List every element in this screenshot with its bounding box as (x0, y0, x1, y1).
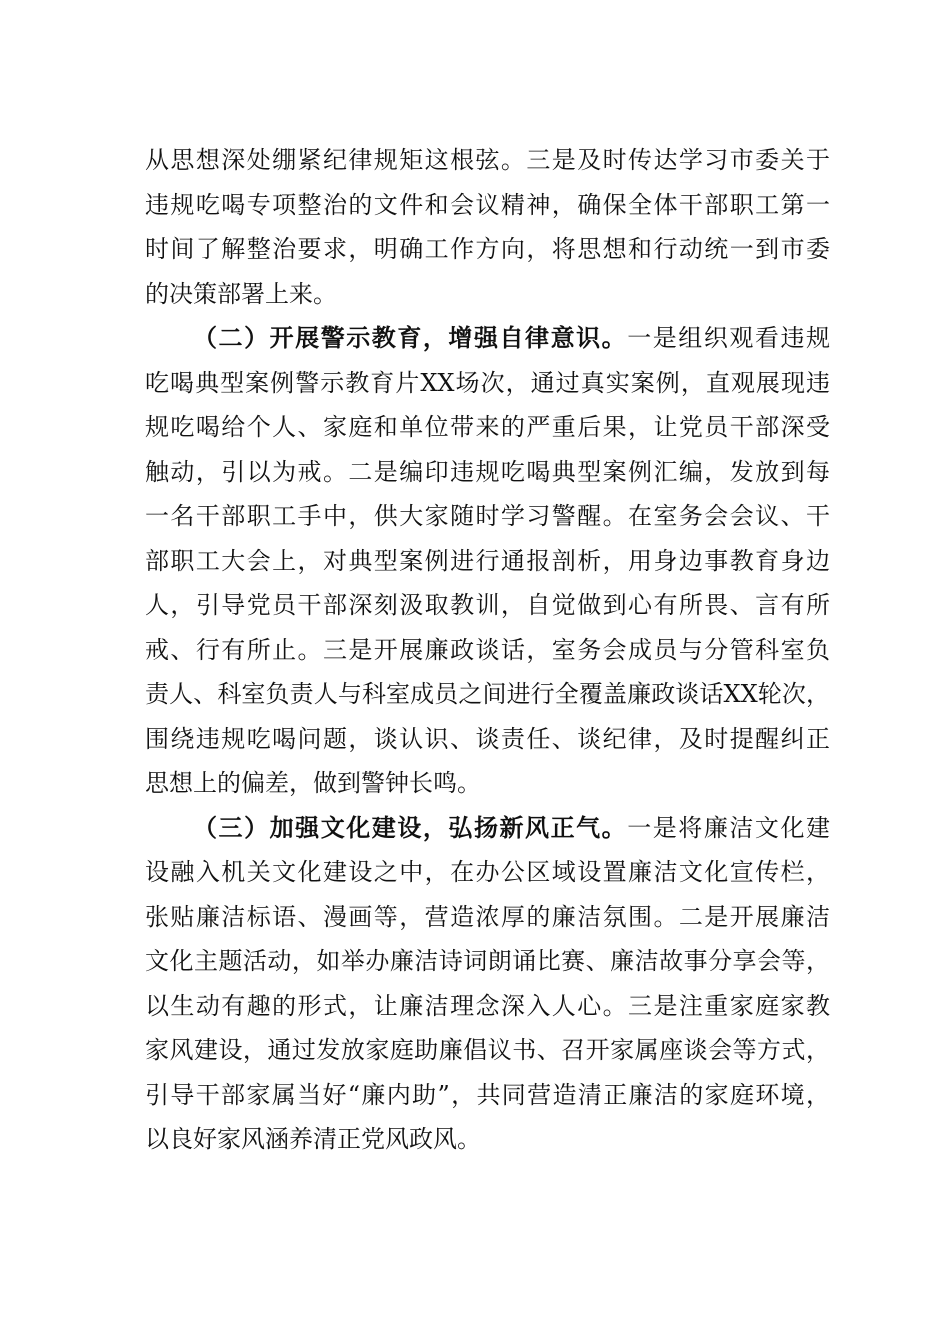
paragraph-warning-education (145, 316, 830, 806)
document-page (145, 138, 830, 1162)
text-line: 围绕违规吃喝问题，谈认识、谈责任、谈纪律，及时提醒纠正 (145, 724, 830, 753)
text-line: 吃喝典型案例警示教育片XX场次，通过真实案例，直观展现违 (145, 368, 830, 397)
text-line: 从思想深处绷紧纪律规矩这根弦。三是及时传达学习市委关于 (145, 146, 830, 174)
text-line: 引导干部家属当好“廉内助”，共同营造清正廉洁的家庭环境， (145, 1080, 830, 1109)
text-line (145, 316, 830, 361)
text-line: 一名干部职工手中，供大家随时学习警醒。在室务会会议、干 (145, 502, 830, 530)
text-line: 以生动有趣的形式，让廉洁理念深入人心。三是注重家庭家教 (145, 991, 830, 1020)
text-line: 张贴廉洁标语、漫画等，营造浓厚的廉洁氛围。二是开展廉洁 (145, 902, 830, 931)
text-line: 思想上的偏差，做到警钟长鸣。 (145, 769, 481, 797)
text-fragment: 一是将廉洁文化建 (627, 813, 831, 842)
text-line: 部职工大会上，对典型案例进行通报剖析，用身边事教育身边 (145, 546, 830, 575)
section-heading: （二）开展警示教育，增强自律意识。 (193, 323, 628, 352)
paragraph-culture-building (145, 806, 830, 1162)
text-fragment: 一是组织观看违规 (627, 324, 831, 352)
text-line (145, 806, 830, 851)
paragraph-continuation (145, 138, 830, 316)
text-line: 人，引导党员干部深刻汲取教训，自觉做到心有所畏、言有所 (145, 591, 830, 619)
text-line: 责人、科室负责人与科室成员之间进行全覆盖廉政谈话XX轮次， (145, 680, 830, 708)
text-line: 规吃喝给个人、家庭和单位带来的严重后果，让党员干部深受 (145, 413, 830, 441)
text-line: 设融入机关文化建设之中，在办公区域设置廉洁文化宣传栏， (145, 858, 830, 886)
text-line: 文化主题活动，如举办廉洁诗词朗诵比赛、廉洁故事分享会等， (145, 947, 830, 975)
text-line: 违规吃喝专项整治的文件和会议精神，确保全体干部职工第一 (145, 190, 830, 219)
text-line: 时间了解整治要求，明确工作方向，将思想和行动统一到市委 (145, 235, 830, 263)
text-line: 的决策部署上来。 (145, 279, 337, 308)
text-line: 触动，引以为戒。二是编印违规吃喝典型案例汇编，发放到每 (145, 457, 830, 486)
text-line: 以良好家风涵养清正党风政风。 (145, 1125, 481, 1153)
section-heading: （三）加强文化建设，弘扬新风正气。 (193, 812, 628, 842)
text-line: 家风建设，通过发放家庭助廉倡议书、召开家属座谈会等方式， (145, 1036, 830, 1064)
text-line: 戒、行有所止。三是开展廉政谈话，室务会成员与分管科室负 (145, 635, 830, 664)
